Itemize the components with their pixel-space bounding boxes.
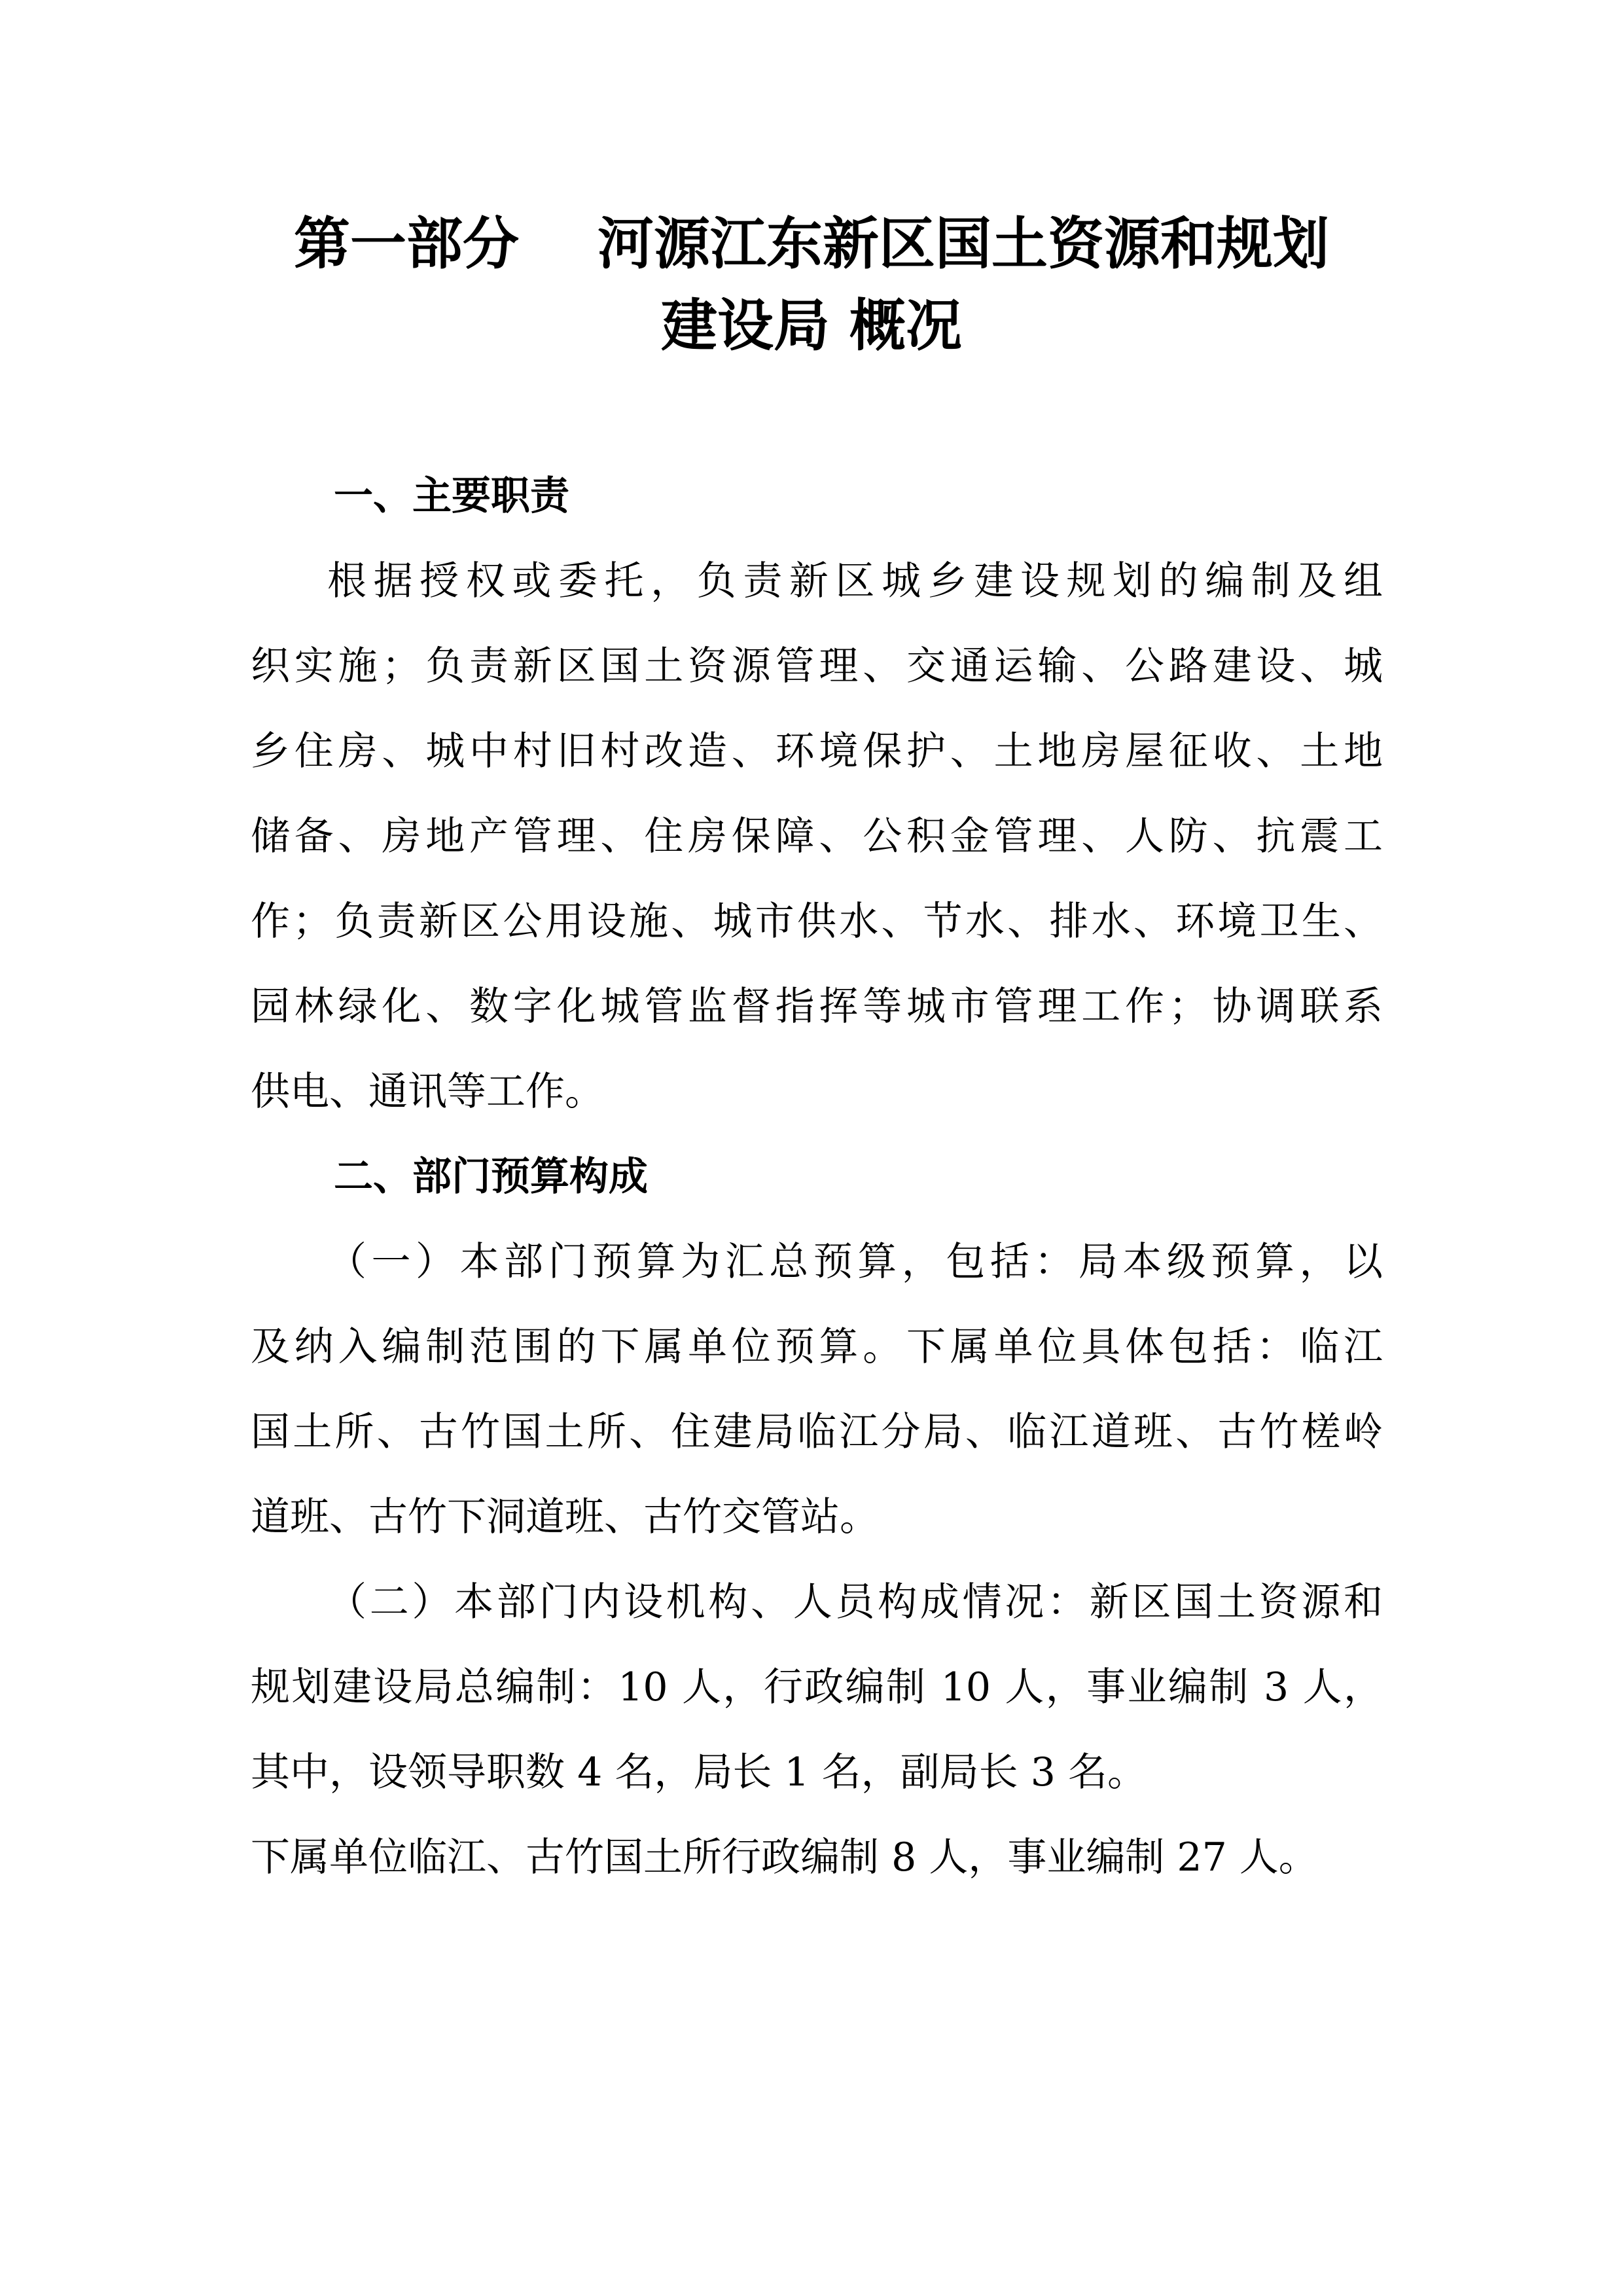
- document-title-line-1: [0, 208, 1623, 280]
- duties-line: 园林绿化、数字化城管监督指挥等城市管理工作；协调联系: [251, 984, 1383, 1030]
- duties-line: 供电、通讯等工作。: [251, 1069, 604, 1115]
- budget-para1-line: 道班、古竹下洞道班、古竹交管站。: [251, 1494, 879, 1540]
- title-organization: 河源江东新区国土资源和规划: [597, 211, 1329, 277]
- duties-line: 织实施；负责新区国土资源管理、交通运输、公路建设、城: [251, 643, 1383, 689]
- budget-para2-line: （二）本部门内设机构、人员构成情况：新区国土资源和: [327, 1579, 1383, 1625]
- budget-para1-line: （一）本部门预算为汇总预算，包括：局本级预算，以: [327, 1239, 1383, 1285]
- section-heading-duties: 一、主要职责: [334, 473, 569, 519]
- duties-line: 根据授权或委托，负责新区城乡建设规划的编制及组: [327, 558, 1383, 604]
- title-part-label: 第一部分: [294, 211, 519, 277]
- duties-line: 储备、房地产管理、住房保障、公积金管理、人防、抗震工: [251, 814, 1383, 859]
- duties-line: 乡住房、城中村旧村改造、环境保护、土地房屋征收、土地: [251, 728, 1383, 774]
- budget-para3-line: 下属单位临江、古竹国土所行政编制 8 人，事业编制 27 人。: [251, 1835, 1318, 1880]
- section-heading-budget: 二、部门预算构成: [334, 1154, 648, 1200]
- document-title-line-2: 建设局 概况: [661, 293, 962, 359]
- budget-para1-line: 及纳入编制范围的下属单位预算。下属单位具体包括：临江: [251, 1324, 1383, 1370]
- budget-para1-line: 国土所、古竹国土所、住建局临江分局、临江道班、古竹槎岭: [251, 1409, 1383, 1455]
- budget-para2-line: 其中，设领导职数 4 名，局长 1 名，副局长 3 名。: [251, 1749, 1147, 1795]
- budget-para2-line: 规划建设局总编制：10 人，行政编制 10 人，事业编制 3 人，: [251, 1664, 1383, 1710]
- duties-line: 作；负责新区公用设施、城市供水、节水、排水、环境卫生、: [251, 899, 1383, 944]
